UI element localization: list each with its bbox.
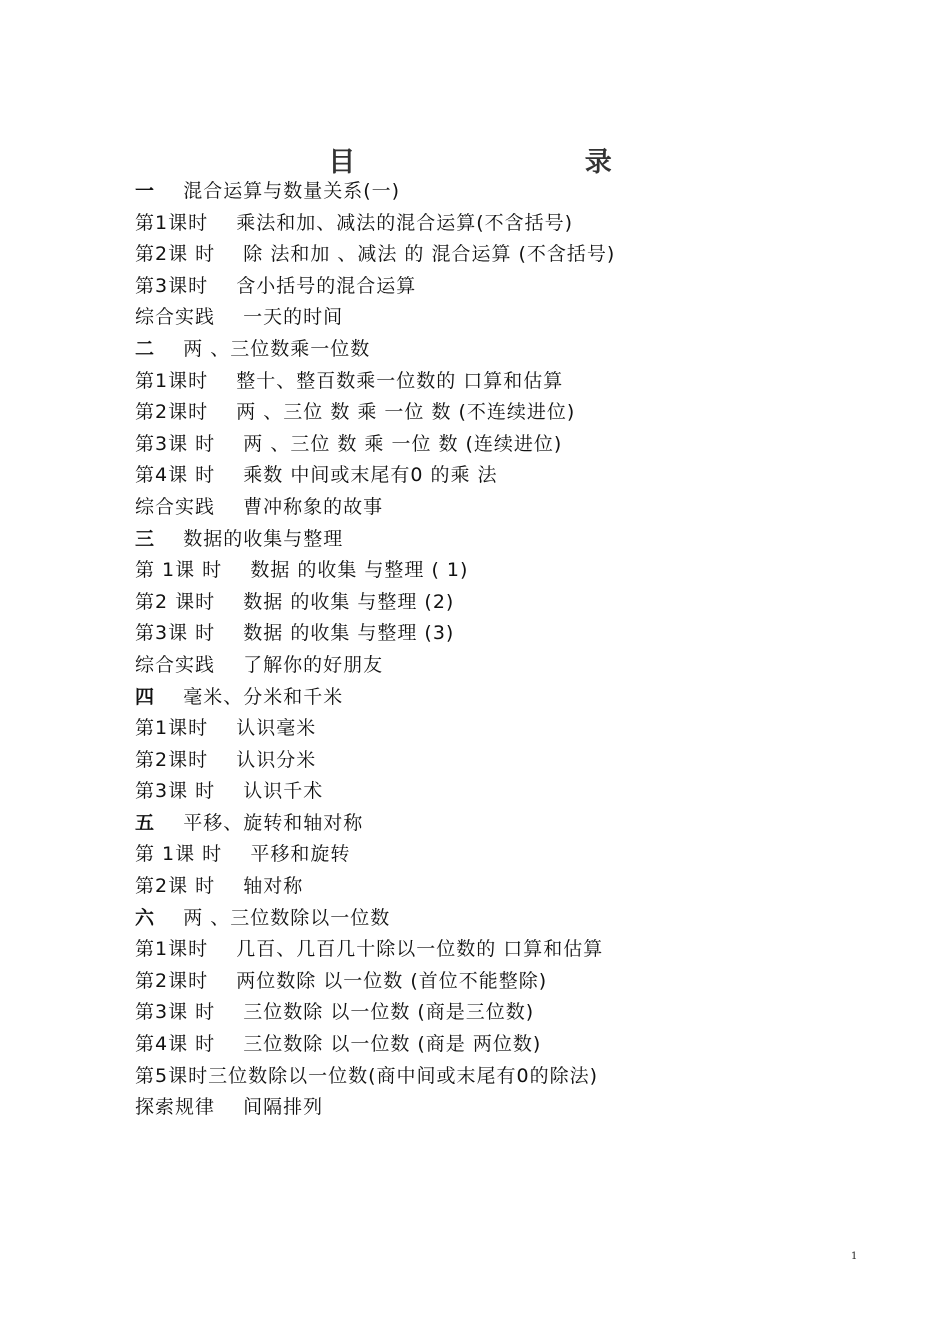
lesson-entry[interactable]: 第3课 时 三位数除 以一位数 (商是三位数) [135, 1001, 535, 1024]
lesson-entry[interactable]: 综合实践 曹冲称象的故事 [135, 495, 384, 518]
lesson-entry[interactable]: 第3课时 含小括号的混合运算 [135, 274, 417, 297]
lesson-entry[interactable]: 第2课时 认识分米 [135, 748, 317, 771]
lesson-entry[interactable]: 第4课 时 乘数 中间或末尾有0 的乘 法 [135, 464, 498, 487]
chapter-title: 混合运算与数量关系(一) [183, 180, 401, 202]
lesson-entry[interactable]: 第 1课 时 平移和旋转 [135, 843, 351, 866]
lesson-entry[interactable]: 综合实践 一天的时间 [135, 306, 344, 329]
lesson-entry[interactable]: 第1课时 认识毫米 [135, 717, 317, 740]
lesson-entry[interactable]: 第2课时 两位数除 以一位数 (首位不能整除) [135, 969, 548, 992]
chapter-number: 四 [135, 685, 156, 708]
chapter-heading[interactable] [135, 334, 835, 366]
lesson-entry[interactable]: 第5课时三位数除以一位数(商中间或末尾有0的除法) [135, 1064, 599, 1087]
lesson-entry[interactable]: 第1课时 几百、几百几十除以一位数的 口算和估算 [135, 938, 604, 961]
lesson-entry[interactable]: 综合实践 了解你的好朋友 [135, 653, 384, 676]
lesson-entry[interactable]: 第2 课时 数据 的收集 与整理 (2) [135, 590, 455, 613]
lesson-entry[interactable]: 探索规律 间隔排列 [135, 1096, 324, 1119]
lesson-entry[interactable]: 第2课 时 轴对称 [135, 875, 304, 898]
chapter-title: 毫米、分米和千米 [183, 685, 344, 708]
lesson-entry[interactable]: 第2课 时 除 法和加 、减法 的 混合运算 (不含括号) [135, 243, 616, 266]
lesson-entry[interactable]: 第3课 时 两 、三位 数 乘 一位 数 (连续进位) [135, 432, 563, 455]
chapter-heading[interactable] [135, 903, 835, 935]
chapter-number: 一 [135, 180, 156, 202]
chapter-number: 二 [135, 337, 156, 360]
lesson-entry[interactable]: 第3课 时 认识千术 [135, 780, 324, 803]
lesson-entry[interactable]: 第 1课 时 数据 的收集 与整理 ( 1) [135, 559, 469, 582]
chapter-number: 三 [135, 527, 156, 550]
lesson-entry[interactable]: 第4课 时 三位数除 以一位数 (商是 两位数) [135, 1033, 542, 1056]
lesson-entry[interactable]: 第2课时 两 、三位 数 乘 一位 数 (不连续进位) [135, 401, 576, 424]
chapter-number: 五 [135, 811, 156, 834]
chapter-heading[interactable] [135, 176, 835, 208]
chapter-heading[interactable] [135, 524, 835, 556]
chapter-title: 平移、旋转和轴对称 [183, 811, 364, 834]
chapter-title: 两 、三位数除以一位数 [183, 906, 391, 929]
table-of-contents [135, 176, 835, 1124]
chapter-title: 数据的收集与整理 [183, 527, 344, 550]
chapter-number: 六 [135, 906, 156, 929]
page-number: 1 [851, 1251, 858, 1262]
lesson-entry[interactable]: 第1课时 乘法和加、减法的混合运算(不含括号) [135, 211, 574, 234]
lesson-entry[interactable]: 第3课 时 数据 的收集 与整理 (3) [135, 622, 455, 645]
chapter-heading[interactable] [135, 682, 835, 714]
lesson-entry[interactable]: 第1课时 整十、整百数乘一位数的 口算和估算 [135, 369, 564, 392]
chapter-title: 两 、三位数乘一位数 [183, 337, 371, 360]
chapter-heading[interactable] [135, 808, 835, 840]
page-title: 目 录 [328, 147, 722, 178]
